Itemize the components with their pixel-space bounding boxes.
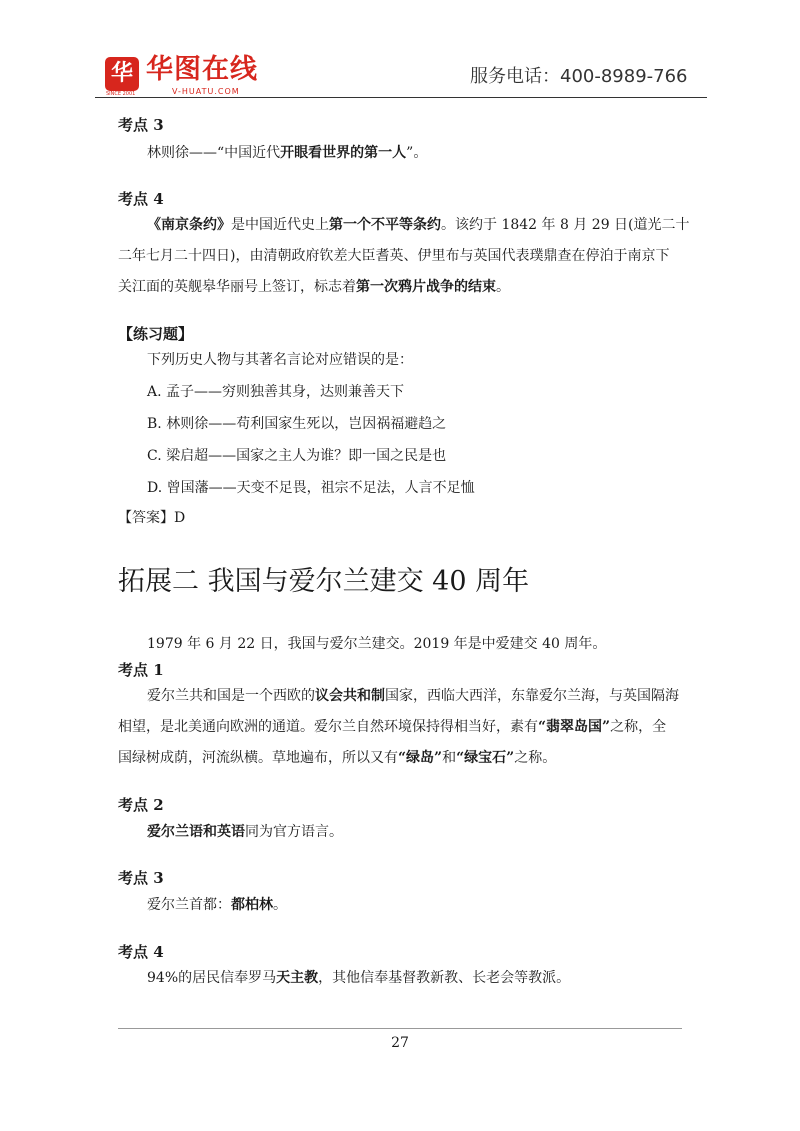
point3-heading: 考点 3 [118, 116, 164, 134]
footer-divider [118, 1028, 682, 1029]
exercise-option-d: D. 曾国藩——天变不足畏，祖宗不足法，人言不足恤 [147, 480, 475, 496]
exercise-answer: 【答案】D [118, 510, 186, 526]
logo-name: 华图在线 [146, 54, 258, 85]
huatu-logo-icon: 华 [105, 57, 139, 91]
section-title: 拓展二 我国与爱尔兰建交 40 周年 [118, 566, 530, 597]
exercise-question: 下列历史人物与其著名言论对应错误的是： [147, 352, 413, 368]
s2-point2-heading: 考点 2 [118, 796, 164, 814]
service-hotline: 服务电话：400-8989-766 [470, 66, 688, 87]
header-divider [95, 97, 707, 98]
point4-line-3: 关江面的英舰皋华丽号上签订，标志着第一次鸦片战争的结束。 [118, 279, 510, 295]
section2-intro: 1979 年 6 月 22 日，我国与爱尔兰建交。2019 年是中爱建交 40 周年。 [147, 636, 607, 652]
s2-point4-text: 94%的居民信奉罗马天主教，其他信奉基督教新教、长老会等教派。 [147, 970, 571, 986]
s2-point2-text: 爱尔兰语和英语同为官方语言。 [147, 824, 343, 840]
s2-point4-heading: 考点 4 [118, 943, 164, 961]
s2-point1-line-1: 爱尔兰共和国是一个西欧的议会共和制国家，西临大西洋，东靠爱尔兰海，与英国隔海 [147, 688, 679, 704]
page-number: 27 [391, 1035, 409, 1051]
s2-point1-heading: 考点 1 [118, 661, 164, 679]
exercise-option-a: A. 孟子——穷则独善其身，达则兼善天下 [147, 384, 405, 400]
s2-point3-text: 爱尔兰首都：都柏林。 [147, 897, 287, 913]
s2-point3-heading: 考点 3 [118, 869, 164, 887]
point4-line-1: 《南京条约》是中国近代史上第一个不平等条约。该约于 1842 年 8 月 29 日(道光二十 [147, 217, 690, 233]
s2-point1-line-2: 相望，是北美通向欧洲的通道。爱尔兰自然环境保持得相当好，素有“翡翠岛国”之称，全 [118, 719, 667, 735]
logo-since: SINCE 2001 [106, 91, 136, 97]
point4-line-2: 二年七月二十四日)，由清朝政府钦差大臣耆英、伊里布与英国代表璞鼎查在停泊于南京下 [118, 248, 670, 264]
page-header [0, 0, 800, 110]
exercise-option-b: B. 林则徐——苟利国家生死以，岂因祸福避趋之 [147, 416, 447, 432]
logo-url: V-HUATU.COM [172, 87, 240, 96]
exercise-heading: 【练习题】 [118, 325, 194, 343]
s2-point1-line-3: 国绿树成荫，河流纵横。草地遍布，所以又有“绿岛”和“绿宝石”之称。 [118, 750, 557, 766]
exercise-option-c: C. 梁启超——国家之主人为谁？即一国之民是也 [147, 448, 447, 464]
point3-text: 林则徐——“中国近代开眼看世界的第一人”。 [147, 145, 428, 161]
point4-heading: 考点 4 [118, 190, 164, 208]
